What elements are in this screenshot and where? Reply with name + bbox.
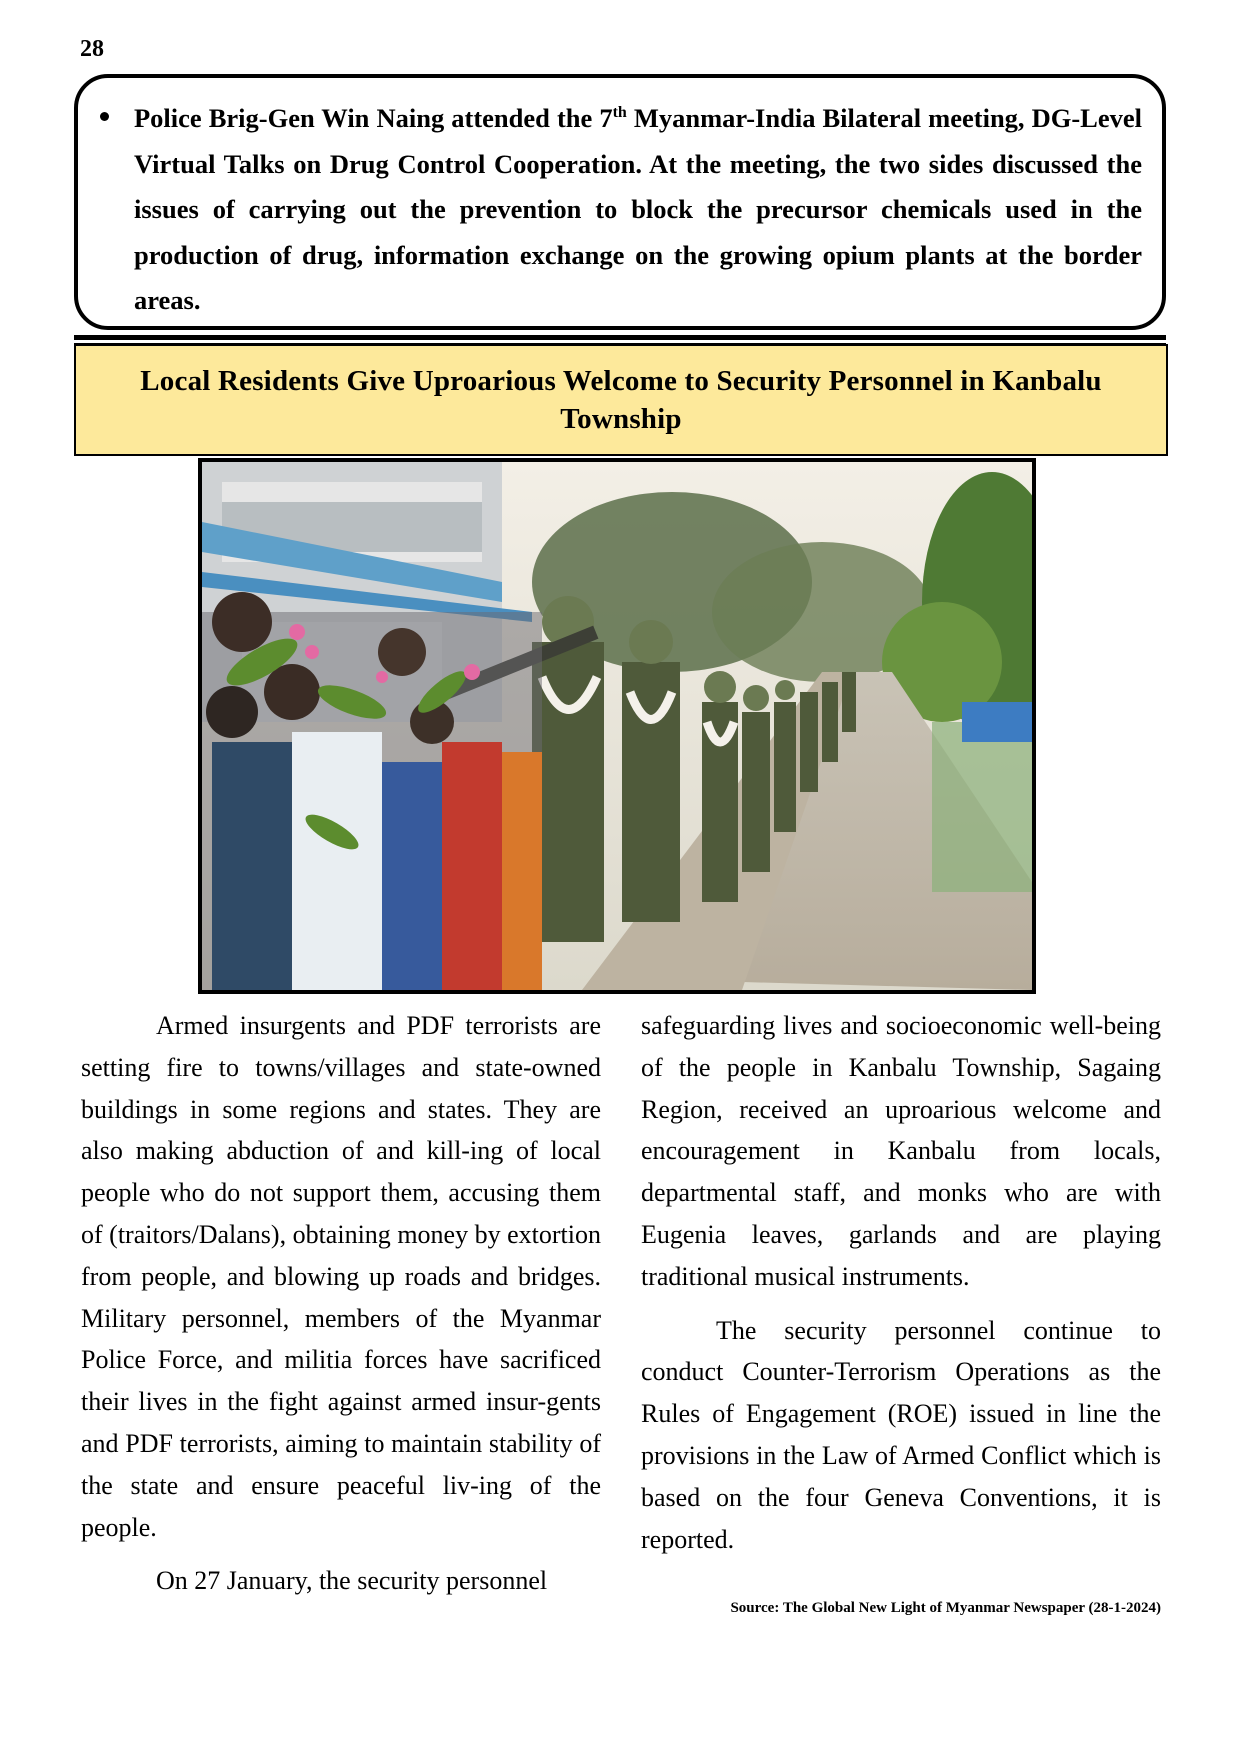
bullet-box — [74, 74, 1166, 330]
article-headline: Local Residents Give Uproarious Welcome to Security Personnel in Kanbalu Township — [140, 365, 1102, 435]
right-column — [641, 1005, 1161, 1560]
left-paragraph-1: Armed insurgents and PDF terrorists are setting fire to towns/villages and state-owned buildings in some regions and states. They are also making abduction of and kill-ing of local people who do not support them, accusing them of (traitors/Dalans), obtaining money by extortion from people, and blowing up roads and bridges. Military personnel, members of the Myanmar Police Force, and militia forces have sacrificed their lives in the fight against armed insur-gents and PDF terrorists, aiming to maintain stability of the state and ensure peaceful liv-ing of the people. — [81, 1011, 601, 1542]
bullet-superscript: th — [612, 104, 627, 122]
bullet-dot-icon — [100, 112, 109, 121]
left-paragraph-2: On 27 January, the security personnel — [156, 1566, 548, 1596]
bullet-text — [134, 96, 1142, 324]
photo-illustration — [202, 462, 1032, 990]
divider-thick — [74, 335, 1166, 340]
right-paragraph-1: safeguarding lives and socioeconomic well-being of the people in Kanbalu Township, Sagaing Region, received an uproarious welcome and encouragement in Kanbalu from locals, departmental staff, and monks who are with Eugenia leaves, garlands and are playing traditional musical instruments. — [641, 1011, 1161, 1291]
article-photo — [198, 458, 1036, 994]
right-paragraph-2: The security personnel continue to conduct Counter-Terrorism Operations as the Rules of Engagement (ROE) issued in line the provisions in the Law of Armed Conflict which is based on the four Geneva Conventions, it is reported. — [641, 1315, 1161, 1554]
bullet-text-start: Police Brig-Gen Win Naing attended the 7 — [134, 103, 613, 133]
left-column — [81, 1005, 601, 1602]
source-credit: Source: The Global New Light of Myanmar Newspaper (28-1-2024) — [730, 1600, 1161, 1616]
headline-box — [74, 344, 1168, 456]
bullet-text-end: Myanmar-India Bilateral meeting, DG-Level Virtual Talks on Drug Control Cooperation. At the meeting, the two sides discussed the issues of carrying out the prevention to block the precursor chemicals used in the production of drug, information exchange on the growing opium plants at the border areas. — [134, 103, 1142, 315]
page-number: 28 — [80, 36, 104, 62]
